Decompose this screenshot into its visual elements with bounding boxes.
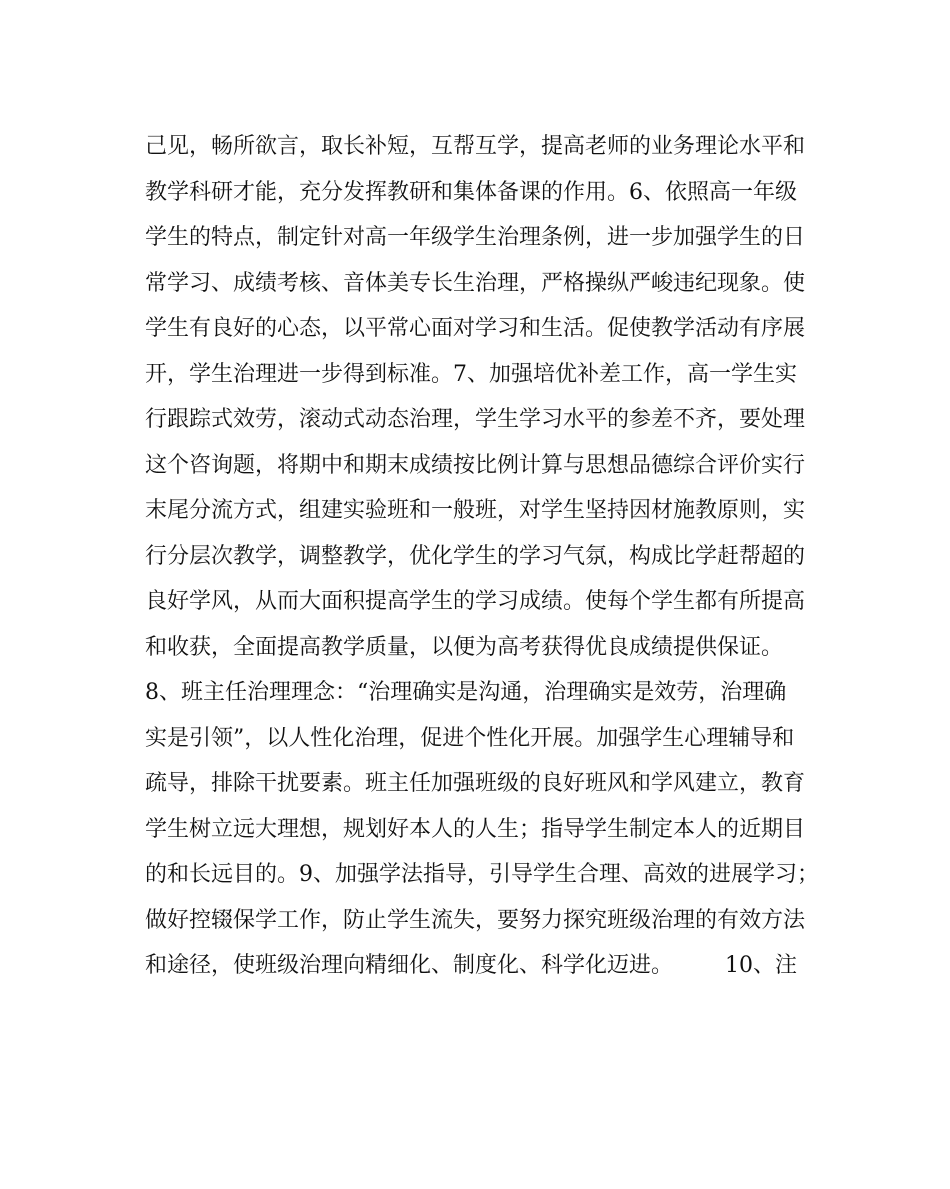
text-line-10: 行分层次教学，调整教学，优化学生的学习气氛，构成比学赶帮超的 bbox=[145, 543, 806, 569]
text-line-19 bbox=[145, 943, 815, 989]
text-line-6: 开，学生治理进一步得到标准。7、加强培优补差工作，高一学生实 bbox=[145, 361, 797, 387]
document-body-text bbox=[145, 124, 819, 989]
text-line-14: 实是引领”，以人性化治理，促进个性化开展。加强学生心理辅导和 bbox=[145, 725, 795, 751]
text-line-3: 学生的特点，制定针对高一年级学生治理条例，进一步加强学生的日 bbox=[145, 225, 806, 250]
text-line-18: 做好控辍保学工作，防止学生流失，要努力探究班级治理的有效方法 bbox=[145, 907, 806, 933]
text-line-12: 和收获，全面提高教学质量，以便为高考获得优良成绩提供保证。 bbox=[145, 634, 784, 660]
text-line-15: 疏导，排除干扰要素。班主任加强班级的良好班风和学风建立，教育 bbox=[145, 771, 806, 796]
text-line-4: 常学习、成绩考核、音体美专长生治理，严格操纵严峻违纪现象。使 bbox=[145, 270, 806, 296]
text-line-2: 教学科研才能，充分发挥教研和集体备课的作用。6、依照高一年级 bbox=[145, 179, 797, 205]
text-line-7: 行跟踪式效劳，滚动式动态治理，学生学习水平的参差不齐，要处理 bbox=[145, 407, 806, 432]
text-line-13: 8、班主任治理理念：“治理确实是沟通，治理确实是效劳，治理确 bbox=[145, 680, 787, 705]
text-line-9: 末尾分流方式，组建实验班和一般班，对学生坚持因材施教原则，实 bbox=[145, 498, 806, 523]
text-line-8: 这个咨询题，将期中和期末成绩按比例计算与思想品德综合评价实行 bbox=[145, 452, 806, 478]
text-line-19-tail: 10、注 bbox=[725, 953, 798, 978]
text-line-1: 己见，畅所欲言，取长补短，互帮互学，提高老师的业务理论水平和 bbox=[145, 134, 806, 159]
text-line-5: 学生有良好的心态，以平常心面对学习和生活。促使教学活动有序展 bbox=[145, 316, 806, 341]
text-line-19-main: 和途径，使班级治理向精细化、制度化、科学化迈进。 bbox=[145, 953, 674, 978]
text-line-17: 的和长远目的。9、加强学法指导，引导学生合理、高效的进展学习； bbox=[145, 862, 819, 887]
text-line-11: 良好学风，从而大面积提高学生的学习成绩。使每个学生都有所提高 bbox=[145, 589, 806, 614]
text-line-16: 学生树立远大理想，规划好本人的人生；指导学生制定本人的近期目 bbox=[145, 816, 806, 842]
